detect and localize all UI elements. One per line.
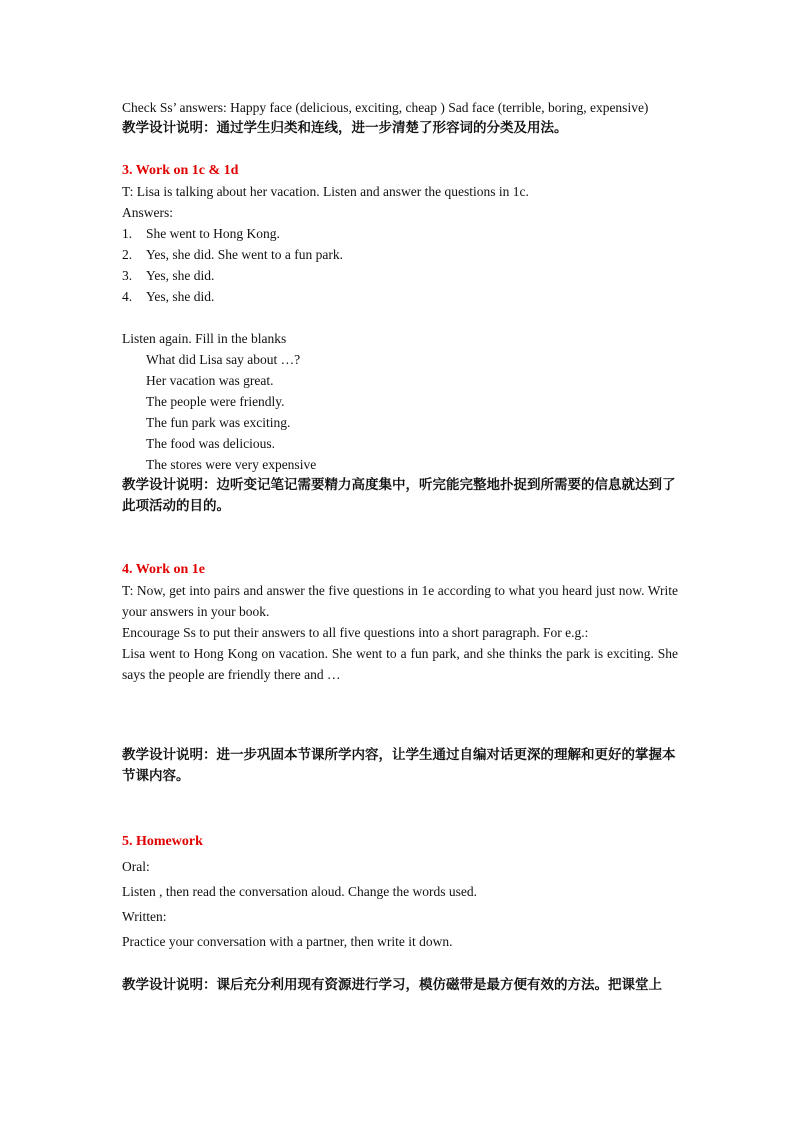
answer-text: Yes, she did. <box>146 268 215 283</box>
answers-list <box>122 223 678 307</box>
section-4-encourage: Encourage Ss to put their answers to all five questions into a short paragraph. For e.g.: <box>122 625 589 640</box>
blank-item: The stores were very expensive <box>146 457 317 472</box>
design-note-3: 教学设计说明：进一步巩固本节课所学内容，让学生通过自编对话更深的理解和更好的掌握本节课内容。 <box>122 747 676 784</box>
section-5-heading: 5. Homework <box>122 834 203 849</box>
section-4-example: Lisa went to Hong Kong on vacation. She went to a fun park, and she thinks the park is exciting. She says the people are friendly there and … <box>122 646 682 682</box>
section-4-heading: 4. Work on 1e <box>122 562 205 577</box>
blank-item: Her vacation was great. <box>146 373 274 388</box>
answer-number: 4. <box>122 289 133 304</box>
design-note-1: 教学设计说明：通过学生归类和连线，进一步清楚了形容词的分类及用法。 <box>122 120 568 136</box>
answer-item <box>122 286 678 307</box>
answer-item <box>122 223 678 244</box>
section-4-instruction: T: Now, get into pairs and answer the five questions in 1e according to what you heard just now. Write your answers in your book. <box>122 583 682 619</box>
answer-item <box>122 265 678 286</box>
blank-item: The fun park was exciting. <box>146 415 291 430</box>
written-text: Practice your conversation with a partner, then write it down. <box>122 934 453 949</box>
oral-text: Listen , then read the conversation aloud. Change the words used. <box>122 884 478 899</box>
design-note-4: 教学设计说明：课后充分利用现有资源进行学习，模仿磁带是最方便有效的方法。把课堂上 <box>122 977 662 993</box>
answer-number: 1. <box>122 226 133 241</box>
blank-item: What did Lisa say about …? <box>146 352 301 367</box>
answer-item <box>122 244 678 265</box>
check-answers-line: Check Ss’ answers: Happy face (delicious, exciting, cheap ) Sad face (terrible, boring, expensive) <box>122 100 649 115</box>
answer-number: 2. <box>122 247 133 262</box>
blanks-list <box>122 349 678 475</box>
oral-label: Oral: <box>122 859 150 874</box>
listen-again-line: Listen again. Fill in the blanks <box>122 331 287 346</box>
answer-number: 3. <box>122 268 133 283</box>
answers-label: Answers: <box>122 205 173 220</box>
design-note-2: 教学设计说明：边听变记笔记需要精力高度集中，听完能完整地扑捉到所需要的信息就达到了此项活动的目的。 <box>122 477 676 514</box>
answer-text: She went to Hong Kong. <box>146 226 280 241</box>
answer-text: Yes, she did. <box>146 289 215 304</box>
blank-item: The people were friendly. <box>146 394 285 409</box>
written-label: Written: <box>122 909 167 924</box>
section-3-instruction: T: Lisa is talking about her vacation. Listen and answer the questions in 1c. <box>122 184 529 199</box>
blank-item: The food was delicious. <box>146 436 275 451</box>
answer-text: Yes, she did. She went to a fun park. <box>146 247 343 262</box>
section-3-heading: 3. Work on 1c & 1d <box>122 163 239 178</box>
